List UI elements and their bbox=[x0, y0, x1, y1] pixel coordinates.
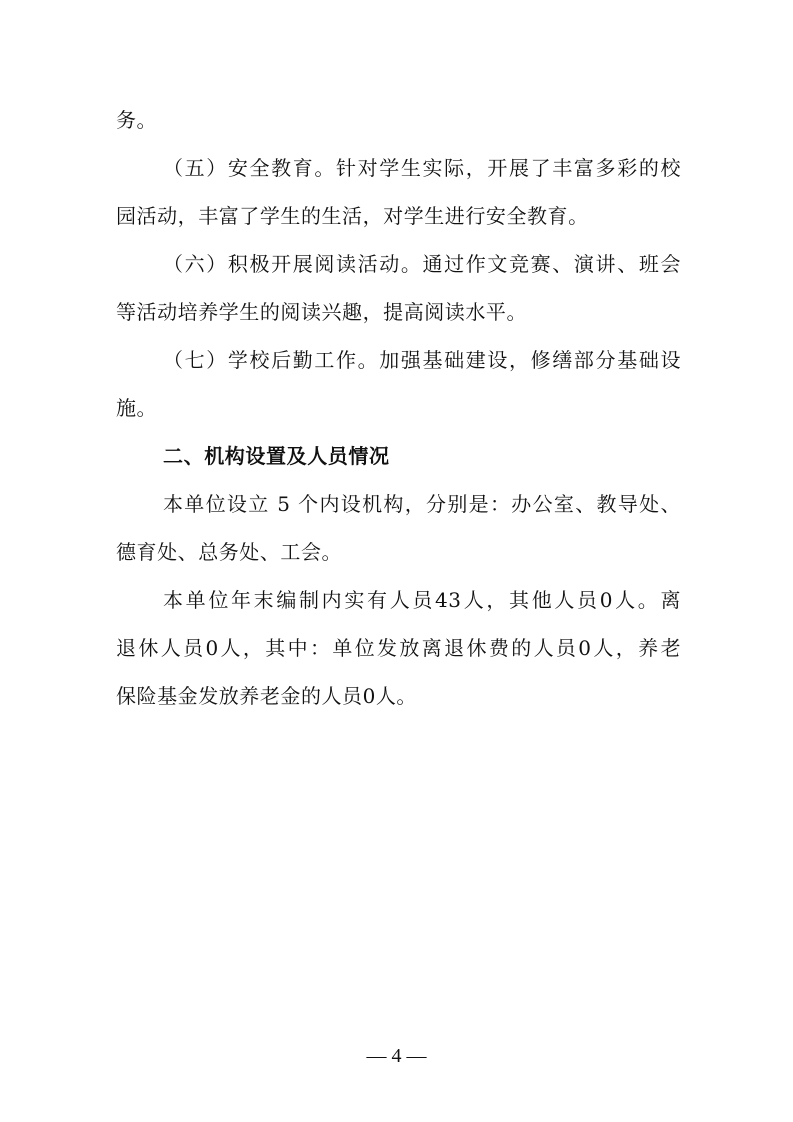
paragraph-line: 施。 bbox=[116, 396, 158, 420]
paragraph-line: 务。 bbox=[116, 108, 158, 132]
paragraph-line: 本单位年末编制内实有人员43人，其他人员0人。离 bbox=[163, 588, 681, 612]
paragraph-line: 德育处、总务处、工会。 bbox=[116, 540, 343, 564]
page-number: — 4 — bbox=[366, 1045, 427, 1067]
paragraph-line: 园活动，丰富了学生的生活，对学生进行安全教育。 bbox=[116, 204, 589, 228]
paragraph-line: 本单位设立 5 个内设机构，分别是：办公室、教导处、 bbox=[163, 492, 681, 516]
paragraph-line: （七）学校后勤工作。加强基础建设，修缮部分基础设 bbox=[163, 348, 681, 372]
paragraph-line: 等活动培养学生的阅读兴趣，提高阅读水平。 bbox=[116, 300, 527, 324]
paragraph-line: 保险基金发放养老金的人员0人。 bbox=[116, 684, 417, 708]
paragraph-line: （五）安全教育。针对学生实际，开展了丰富多彩的校 bbox=[163, 156, 681, 180]
paragraph-line: 退休人员0人，其中：单位发放离退休费的人员0人，养老 bbox=[116, 636, 681, 660]
section-heading: 二、机构设置及人员情况 bbox=[163, 444, 390, 468]
paragraph-line: （六）积极开展阅读活动。通过作文竞赛、演讲、班会 bbox=[163, 252, 681, 276]
